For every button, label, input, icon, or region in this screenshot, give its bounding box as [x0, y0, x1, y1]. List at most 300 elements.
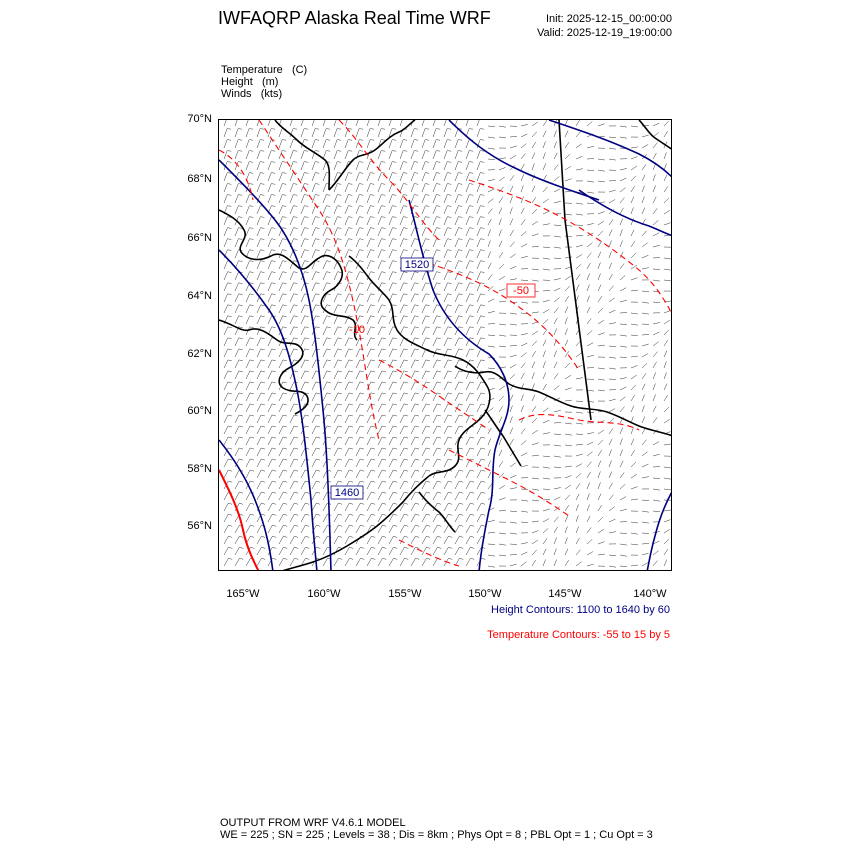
wind-barb [224, 514, 228, 522]
wind-barb [279, 448, 283, 456]
wind-barb-flag [316, 415, 320, 416]
wind-barb [301, 514, 305, 522]
wind-barb [235, 206, 238, 214]
wind-barb-flag [426, 338, 430, 339]
wind-barb-flag [282, 184, 286, 185]
wind-barb [301, 283, 305, 291]
wind-barb [488, 148, 495, 149]
wind-barb [279, 492, 283, 500]
wind-barb [345, 536, 349, 544]
wind-barb-flag [426, 514, 430, 515]
wind-barb [653, 551, 659, 555]
wind-barb-flag [294, 360, 298, 361]
wind-barb-flag [316, 338, 320, 339]
wind-barb-flag [327, 294, 331, 295]
wind-barb [356, 437, 360, 445]
wind-barb-flag [261, 492, 265, 493]
wind-barb [532, 341, 537, 346]
wind-barb [323, 151, 326, 159]
wind-barb [576, 412, 583, 413]
wind-barb [664, 478, 671, 479]
wind-barb [334, 316, 338, 324]
wind-barb [411, 514, 415, 522]
wind-barb [422, 206, 425, 214]
wind-barb [257, 184, 260, 192]
wind-barb-flag [437, 327, 441, 328]
wind-barb-flag [272, 481, 276, 482]
wind-barb-flag [338, 272, 342, 273]
wind-barb-flag [404, 382, 408, 383]
wind-barb [290, 184, 293, 192]
wind-barb-flag [337, 162, 341, 163]
wind-barb-flag [283, 305, 287, 306]
wind-barb [455, 382, 459, 390]
wind-barb [620, 522, 627, 523]
wind-barb-flag [272, 426, 276, 427]
wind-barb [455, 305, 459, 313]
wind-barb-flag [459, 459, 463, 460]
wind-barb [345, 382, 349, 390]
wind-barb [565, 388, 572, 390]
wind-barb [499, 461, 503, 467]
wind-barb-flag [249, 162, 253, 163]
wind-barb [334, 327, 338, 335]
wind-barb [356, 459, 360, 467]
wind-barb-flag [338, 514, 342, 515]
wind-barb [477, 503, 481, 511]
wind-barb [499, 510, 506, 511]
wind-barb [356, 250, 360, 258]
wind-barb-flag [240, 558, 244, 559]
wind-barb-flag [250, 426, 254, 427]
wind-barb-flag [425, 173, 429, 174]
wind-barb [444, 393, 448, 401]
wind-barb [411, 404, 415, 412]
wind-barb-flag [469, 173, 473, 174]
wind-barb [345, 525, 349, 533]
wind-barb [642, 175, 645, 181]
wind-barb-flag [315, 140, 319, 141]
wind-barb-flag [272, 514, 276, 515]
wind-barb [488, 346, 495, 347]
wind-barb-flag [294, 294, 298, 295]
wind-barb [499, 335, 506, 336]
wind-barb-flag [239, 371, 243, 372]
wind-barb [466, 217, 469, 225]
wind-barb-flag [447, 184, 451, 185]
wind-barb-flag [239, 437, 243, 438]
wind-barb [587, 307, 590, 313]
wind-barb [554, 548, 556, 555]
wind-barb [345, 547, 349, 555]
wind-barb [257, 217, 260, 225]
wind-barb-flag [349, 404, 353, 405]
wind-barb-flag [250, 536, 254, 537]
wind-barb-flag [425, 206, 429, 207]
wind-barb [477, 272, 481, 280]
wind-barb-flag [315, 217, 319, 218]
wind-barb [400, 547, 404, 555]
wind-barb [246, 514, 250, 522]
wind-barb-flag [436, 217, 440, 218]
wind-barb [268, 140, 271, 148]
wind-barb [444, 129, 447, 137]
wind-barb [279, 261, 283, 269]
wind-barb [576, 494, 579, 500]
wind-barb [411, 151, 414, 159]
wind-barb-flag [239, 503, 243, 504]
wind-barb [224, 547, 228, 555]
run-times [537, 12, 672, 40]
wind-barb-flag [338, 448, 342, 449]
wind-barb-flag [382, 327, 386, 328]
wind-barb [323, 120, 326, 126]
wind-barb-flag [261, 327, 265, 328]
wind-barb-flag [315, 151, 319, 152]
wind-barb [510, 475, 516, 478]
wind-barb [455, 120, 458, 126]
wind-barb-flag [370, 129, 374, 130]
wind-barb-flag [371, 316, 375, 317]
wind-barb-flag [227, 129, 231, 130]
wind-barb [609, 507, 615, 511]
wind-barb [235, 525, 239, 533]
wind-barb [521, 124, 528, 126]
wind-barb [411, 360, 415, 368]
wind-barb-flag [459, 404, 463, 405]
wind-barb-flag [316, 437, 320, 438]
wind-barb-flag [338, 360, 342, 361]
wind-barb [543, 456, 550, 457]
wind-barb [510, 197, 513, 204]
wind-barb [312, 217, 315, 225]
wind-barb-flag [415, 437, 419, 438]
wind-barb-flag [304, 140, 308, 141]
wind-barb-flag [316, 547, 320, 548]
wind-barb [367, 316, 371, 324]
wind-barb [246, 206, 249, 214]
wind-barb-flag [327, 437, 331, 438]
wind-barb [620, 497, 626, 500]
wind-barb [543, 361, 545, 368]
wind-barb-flag [261, 294, 265, 295]
wind-barb [279, 525, 283, 533]
wind-barb-flag [283, 437, 287, 438]
wind-barb-flag [448, 272, 452, 273]
wind-barb [620, 484, 625, 489]
wind-barb [400, 426, 404, 434]
wind-barb-flag [382, 261, 386, 262]
wind-barb [642, 164, 646, 170]
wind-barb [356, 184, 359, 192]
wind-barb [477, 492, 481, 500]
wind-barb [466, 294, 470, 302]
wind-barb [279, 162, 282, 170]
wind-barb-flag [272, 371, 276, 372]
wind-barb [466, 470, 470, 478]
wind-barb-flag [360, 371, 364, 372]
wind-barb [653, 233, 659, 236]
wind-barb [268, 426, 272, 434]
wind-barb-flag [382, 426, 386, 427]
wind-barb [499, 289, 506, 291]
wind-barb [664, 407, 669, 412]
wind-barb-flag [228, 426, 232, 427]
wind-barb [400, 492, 404, 500]
wind-barb-flag [283, 261, 287, 262]
wind-barb-flag [228, 327, 232, 328]
wind-barb-flag [459, 349, 463, 350]
wind-barb [323, 525, 327, 533]
wind-barb [356, 294, 360, 302]
wind-barb [543, 420, 549, 423]
wind-barb [323, 349, 327, 357]
wind-barb [378, 239, 382, 247]
wind-barb [466, 547, 470, 555]
wind-barb [664, 520, 671, 522]
wind-barb [422, 448, 426, 456]
wind-barb-flag [382, 393, 386, 394]
wind-barb [246, 393, 250, 401]
wind-barb [642, 373, 646, 379]
wind-barb [565, 516, 568, 522]
wind-barb [301, 503, 305, 511]
wind-barb-flag [283, 283, 287, 284]
wind-barb-flag [393, 470, 397, 471]
wind-barb [422, 283, 426, 291]
wind-barb [609, 310, 615, 313]
wind-barb [312, 349, 316, 357]
wind-barb-flag [261, 393, 265, 394]
wind-barb [367, 120, 370, 126]
wind-barb-flag [393, 459, 397, 460]
wind-barb [653, 245, 660, 247]
wind-barb-flag [392, 173, 396, 174]
wind-barb-flag [316, 272, 320, 273]
wind-barb [257, 206, 260, 214]
wind-barb-flag [393, 371, 397, 372]
wind-barb [389, 426, 393, 434]
wind-barb [334, 151, 337, 159]
wind-barb [510, 146, 517, 148]
wind-barb [389, 162, 392, 170]
wind-barb [345, 448, 349, 456]
wind-barb-flag [249, 173, 253, 174]
wind-barb-flag [426, 459, 430, 460]
map-canvas [219, 120, 672, 571]
wind-barb [565, 537, 568, 544]
wind-barb-flag [480, 140, 484, 141]
wind-barb-flag [481, 525, 485, 526]
wind-barb [444, 261, 448, 269]
wind-barb [268, 360, 272, 368]
wind-barb [290, 151, 293, 159]
wind-barb [444, 338, 448, 346]
wind-barb [521, 552, 527, 555]
wind-barb [477, 129, 480, 137]
wind-barb [290, 120, 293, 126]
wind-barb [301, 239, 305, 247]
wind-barb [400, 470, 404, 478]
wind-barb-flag [316, 492, 320, 493]
wind-barb [664, 198, 669, 203]
wind-barb-flag [359, 151, 363, 152]
lon-label: 165°W [226, 588, 260, 600]
wind-barb [246, 426, 250, 434]
wind-barb [488, 240, 490, 247]
wind-barb-flag [403, 195, 407, 196]
wind-barb-flag [250, 415, 254, 416]
wind-barb-flag [459, 503, 463, 504]
wind-barb [268, 448, 272, 456]
wind-barb [345, 514, 349, 522]
wind-barb [224, 382, 228, 390]
wind-barb [532, 280, 539, 281]
wind-barb [576, 378, 583, 379]
wind-barb-flag [403, 217, 407, 218]
wind-barb [466, 316, 470, 324]
wind-barb [257, 305, 261, 313]
wind-barb [345, 294, 349, 302]
wind-barb [356, 547, 360, 555]
wind-barb [334, 558, 339, 566]
wind-barb [444, 250, 448, 258]
wind-barb-flag [437, 547, 441, 548]
wind-barb [532, 489, 539, 490]
wind-barb-flag [415, 360, 419, 361]
wind-barb [620, 407, 625, 412]
wind-barb-flag [327, 371, 331, 372]
wind-barb [455, 184, 458, 192]
wind-barb-flag [305, 437, 309, 438]
wind-barb [301, 525, 305, 533]
wind-barb [653, 478, 660, 479]
wind-barb-flag [316, 393, 320, 394]
wind-barb [642, 145, 648, 149]
wind-barb [532, 362, 535, 368]
wind-barb [334, 349, 338, 357]
wind-barb [367, 206, 370, 214]
wind-barb [488, 311, 495, 313]
wind-barb [356, 558, 361, 566]
wind-barb [268, 283, 272, 291]
wind-barb [378, 382, 382, 390]
wind-barb-flag [260, 151, 264, 152]
wind-barb [532, 531, 539, 534]
wind-barb-flag [239, 448, 243, 449]
wind-barb [334, 371, 338, 379]
wind-barb [664, 311, 671, 314]
wind-barb-flag [426, 470, 430, 471]
wind-barb [378, 349, 382, 357]
wind-barb [345, 371, 349, 379]
wind-barb-flag [338, 437, 342, 438]
wind-barb-flag [250, 547, 254, 548]
wind-barb-flag [228, 371, 232, 372]
wind-barb-flag [272, 404, 276, 405]
wind-barb-flag [339, 558, 343, 559]
wind-barb [642, 302, 649, 303]
wind-barb [631, 290, 638, 291]
wind-barb [378, 327, 382, 335]
wind-barb [411, 547, 415, 555]
wind-barb-flag [228, 272, 232, 273]
wind-barb [554, 164, 558, 170]
wind-barb-flag [327, 239, 331, 240]
wind-barb-flag [250, 327, 254, 328]
wind-barb [378, 250, 382, 258]
wind-barb-flag [260, 129, 264, 130]
wind-barb-flag [437, 470, 441, 471]
wind-barb [532, 312, 539, 313]
wind-barb [598, 159, 605, 160]
wind-barb [477, 338, 481, 346]
wind-barb [532, 221, 538, 225]
wind-barb-flag [448, 459, 452, 460]
wind-barb-flag [271, 184, 275, 185]
wind-barb [565, 286, 570, 291]
wind-barb [400, 404, 404, 412]
wind-barb [400, 514, 404, 522]
wind-barb-flag [238, 217, 242, 218]
wind-barb [356, 393, 360, 401]
wind-barb [466, 503, 470, 511]
wind-barb-flag [470, 283, 474, 284]
wind-barb-flag [448, 437, 452, 438]
wind-barb-flag [370, 173, 374, 174]
wind-barb [301, 481, 305, 489]
wind-barb [664, 560, 667, 566]
wind-barb-flag [382, 525, 386, 526]
wind-barb-flag [261, 338, 265, 339]
init-time: Init: 2025-12-15_00:00:00 [546, 13, 672, 25]
wind-barb [235, 195, 238, 203]
wind-barb [631, 474, 637, 478]
wind-barb [488, 368, 495, 369]
wind-barb-flag [360, 459, 364, 460]
wind-barb-flag [404, 448, 408, 449]
wind-barb [433, 129, 436, 137]
wind-barb-flag [415, 294, 419, 295]
wind-barb [224, 272, 228, 280]
wind-barb [246, 492, 250, 500]
wind-barb [620, 555, 627, 556]
wind-barb [598, 320, 604, 324]
wind-barb-flag [239, 239, 243, 240]
wind-barb [389, 261, 393, 269]
wind-barb [367, 239, 371, 247]
wind-barb-flag [272, 393, 276, 394]
wind-barb-flag [414, 217, 418, 218]
wind-barb [400, 437, 404, 445]
wind-barb [444, 140, 447, 148]
wind-barb-flag [437, 382, 441, 383]
wind-barb-flag [393, 393, 397, 394]
wind-barb [543, 152, 545, 159]
wind-barb-flag [426, 547, 430, 548]
wind-barb [290, 437, 294, 445]
wind-barb [521, 500, 528, 501]
wind-barb [400, 382, 404, 390]
wind-barb-flag [382, 404, 386, 405]
wind-barb [455, 217, 458, 225]
wind-barb-flag [284, 558, 288, 559]
wind-barb-flag [392, 129, 396, 130]
wind-barb-flag [238, 140, 242, 141]
wind-barb [642, 243, 648, 247]
wind-barb [543, 247, 550, 248]
wind-barb [389, 349, 393, 357]
